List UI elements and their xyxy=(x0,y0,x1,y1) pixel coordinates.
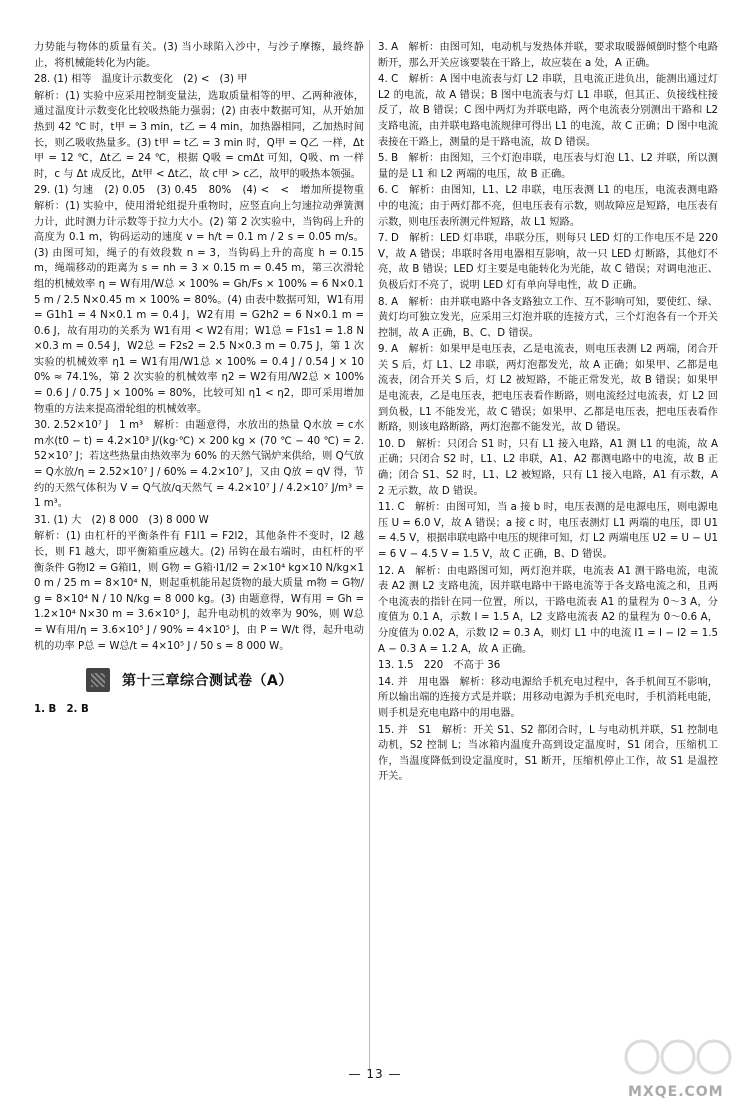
answer-block: 29. (1) 匀速 (2) 0.05 (3) 0.45 80% (4) < < 增加所提物重 解析：(1) 实验中，使用滑轮组提升重物时，应竖直向上匀速拉动弹簧测力计，此时测力计示数等于拉力大小。(2) 第 2 次实验中，当钩码上升的高度为 0.1 m，钩码运动的速度 v = h/t = 0.1 m / 2 s = 0.05 m/s。(3) 由图可知，绳子的有效段数 n = 3，当钩码上升的高度 h = 0.15 m，绳端移动的距离为 s = nh = 3 × 0.15 m = 0.45 m，第三次滑轮组的机械效率 η = W有用/W总 × 100% = Gh/Fs × 100% = 6 N×0.15 m / 2.5 N×0.45 m × 100% = 80%。(4) 由表中数据可知，W1有用 = G1h1 = 4 N×0.1 m = 0.4 J，W2有用 = G2h2 = 6 N×0.1 m = 0.6 J，故有用功的关系为 W1有用 < W2有用；W1总 = F1s1 = 1.8 N×0.3 m = 0.54 J，W2总 = F2s2 = 2.5 N×0.3 m = 0.75 J，第 1 次实验的机械效率 η1 = W1有用/W1总 × 100% = 0.4 J / 0.54 J × 100% ≈ 74.1%，第 2 次实验的机械效率 η2 = W2有用/W2总 × 100% = 0.6 J / 0.75 J × 100% = 80%，比较可知 η1 < η2，即可采用增加物重的方法来提高滑轮组的机械效率。 xyxy=(34,185,375,415)
answer-block: 31. (1) 大 (2) 8 000 (3) 8 000 W xyxy=(34,514,209,526)
answer-block: 30. 2.52×10⁷ J 1 m³ 解析：由题意得，水放出的热量 Q水放 = c水m水(t0 − t) = 4.2×10³ J/(kg·℃) × 200 kg × (70 ℃ − 40 ℃) = 2.52×10⁷ J；若这些热量由热效率为 60% 的天然气锅炉来供给，则 Q气放 = Q水放/η = 2.52×10⁷ J / 60% = 4.2×10⁷ J，又由 Q放 = qV 得，节约的天然气体积为 V = Q气放/q天然气 = 4.2×10⁷ J / 4.2×10⁷ J/m³ = 1 m³。 xyxy=(34,420,364,510)
answer-block: 15. 并 S1 解析：开关 S1、S2 都闭合时，L 与电动机并联，S1 控制电动机，S2 控制 L；当冰箱内温度升高到设定温度时，S1 闭合，压缩机工作，当温度降低到设定温度时，S1 断开，压缩机停止工作，故 S1 是温控开关。 xyxy=(378,724,718,783)
answer-block: 7. D 解析：LED 灯串联，串联分压，则每只 LED 灯的工作电压不是 220 V，故 A 错误；串联时各用电器相互影响，故一只 LED 灯断路，其他灯不亮，故 B 错误；LED 灯主要是电能转化为光能，故 C 错误；对调电池正、负极后灯不亮了，说明 LED 灯有单向导电性，故 D 正确。 xyxy=(378,233,718,291)
page-number: — 13 — xyxy=(348,1067,402,1081)
section-title: 第十三章综合测试卷（A） xyxy=(122,673,293,690)
answer-block: 13. 1.5 220 不高于 36 xyxy=(378,660,501,672)
answer-block: 解析：(1) 实验中应采用控制变量法，选取质量相等的甲、乙两种液体，通过温度计示数变化比较吸热能力强弱；(2) 由表中数据可知，从开始加热到 42 ℃ 时，t甲 = 3 min，t乙 = 4 min，加热器相同，乙加热时间长，则乙吸收热量多。(3) t甲 = t乙 = 3 min 时，Q甲 = Q乙 一样，Δt甲 = 12 ℃，Δt乙 = 24 ℃，根据 Q吸 = cmΔt 可知，Q吸、m 一样时，c 与 Δt 成反比，Δt甲 < Δt乙，故 c甲 > c乙，故甲的吸热本领强。 xyxy=(34,90,364,180)
answer-block: 力势能与物体的质量有关。(3) 当小球陷入沙中，与沙子摩擦，最终静止，将机械能转化为内能。 xyxy=(34,42,364,69)
right-column xyxy=(378,40,718,786)
answer-block: 10. D 解析：只闭合 S1 时，只有 L1 接入电路，A1 测 L1 的电流，故 A 正确；只闭合 S2 时，L1、L2 串联，A1、A2 都测电路中的电流，故 B 正确；闭合 S1、S2 时，L1、L2 被短路，只有 L1 接入电路，A1 有示数，A2 无示数，故 D 错误。 xyxy=(378,438,718,497)
answer-block: 3. A 解析：由图可知，电动机与发热体并联，要求取暖器倾倒时整个电路断开，那么开关应该要装在干路上，故应装在 a 处，A 正确。 xyxy=(378,42,718,69)
answer-block: 9. A 解析：如果甲是电压表，乙是电流表，则电压表测 L2 两端，闭合开关 S 后，灯 L1、L2 串联，两灯泡都发光，故 A 正确；如果甲、乙都是电流表，闭合开关 S 后，灯 L2 被短路，不能正常发光，故 B 错误；如果甲是电流表，乙是电压表，把电压表看作断路，则电流经过电流表，灯 L2 回到负极，L1 不能发光，故 C 错误；如果甲、乙都是电压表，把电压表看作断路，则该电路断路，两灯泡都不能发光，故 D 错误。 xyxy=(378,344,718,434)
answer-block: 14. 并 用电器 解析：移动电源给手机充电过程中，各手机间互不影响，所以输出端的连接方式是并联；用移动电源为手机充电时，手机消耗电能，则手机是充电电路中的用电器。 xyxy=(378,676,718,719)
answer-block: 1. B 2. B xyxy=(34,704,89,716)
answer-block: 8. A 解析：由并联电路中各支路独立工作、互不影响可知，要使红、绿、黄灯均可独立发光，应采用三灯泡并联的连接方式，三个灯泡各有一个开关控制，故 A 正确，B、C、D 错误。 xyxy=(378,296,718,339)
answer-block: 5. B 解析：由图知，三个灯泡串联，电压表与灯泡 L1、L2 并联，所以测量的是 L1 和 L2 两端的电压，故 B 正确。 xyxy=(378,153,718,180)
answer-block: 11. C 解析：由图可知，当 a 接 b 时，电压表测的是电源电压，则电源电压 U = 6.0 V，故 A 错误；a 接 c 时，电压表测灯 L1 两端的电压，即 U1 = 4.5 V，根据串联电路中电压的规律可知，灯 L2 两端电压 U2 = U − U1 = 6 V − 4.5 V = 1.5 V，故 C 正确，B、D 错误。 xyxy=(378,502,718,560)
left-column xyxy=(34,40,375,719)
section-icon xyxy=(86,668,110,692)
answer-block: 4. C 解析：A 图中电流表与灯 L2 串联，且电流正进负出，能测出通过灯 L2 的电流，故 A 错误；B 图中电流表与灯 L1 串联，但其正、负接线柱接反了，故 B 错误；C 图中两灯为并联电路，两个电流表分别测出干路和 L2 支路电流，由并联电路电流规律可得出 L1 的电流，故 C 正确；D 图中电流表接在干路上，测量的是干路电流，故 D 错误。 xyxy=(378,74,718,148)
answer-block: 6. C 解析：由图知，L1、L2 串联，电压表测 L1 的电压，电流表测电路中的电流；由于两灯都不亮，但电压表有示数，则故障应是短路，电压表有示数，则电压表所测元件短路，故 L1 短路。 xyxy=(378,185,718,228)
column-divider xyxy=(369,40,370,1070)
answer-block: 28. (1) 相等 温度计示数变化 (2) < (3) 甲 xyxy=(34,74,248,86)
answer-block: 12. A 解析：由电路图可知，两灯泡并联，电流表 A1 测干路电流，电流表 A2 测 L2 支路电流，因并联电路中干路电流等于各支路电流之和，且两个电流表的指针在同一位置，所以，干路电流表 A1 的量程为 0～3 A，分度值为 0.1 A，示数 I = 1.5 A，L2 支路电流表 A2 的量程为 0～0.6 A，分度值为 0.02 A，示数 I2 = 0.3 A，则灯 L1 中的电流 I1 = I − I2 = 1.5 A − 0.3 A = 1.2 A，故 A 正确。 xyxy=(378,565,718,655)
section-header xyxy=(86,668,364,692)
watermark-text: MXQE.COM xyxy=(628,1084,724,1100)
answer-block: 解析：(1) 由杠杆的平衡条件有 F1l1 = F2l2，其他条件不变时，l2 越长，则 F1 越大，即平衡箱重应越大。(2) 吊钩在最右端时，由杠杆的平衡条件 G物l2 = G箱l1，则 G物 = G箱·l1/l2 = 2×10⁴ kg×10 N/kg×10 m / 25 m = 8×10⁴ N，则起重机能吊起货物的最大质量 m物 = G物/g = 8×10⁴ N / 10 N/kg = 8 000 kg。(3) 由题意得，W有用 = Gh = 1.2×10⁴ N×30 m = 3.6×10⁵ J，起升电动机的效率为 90%，则 W总 = W有用/η = 3.6×10⁵ J / 90% = 4×10⁵ J，由 P = W/t 得，起升电动机的功率 P总 = W总/t = 4×10⁵ J / 50 s = 8 000 W。 xyxy=(34,531,364,652)
